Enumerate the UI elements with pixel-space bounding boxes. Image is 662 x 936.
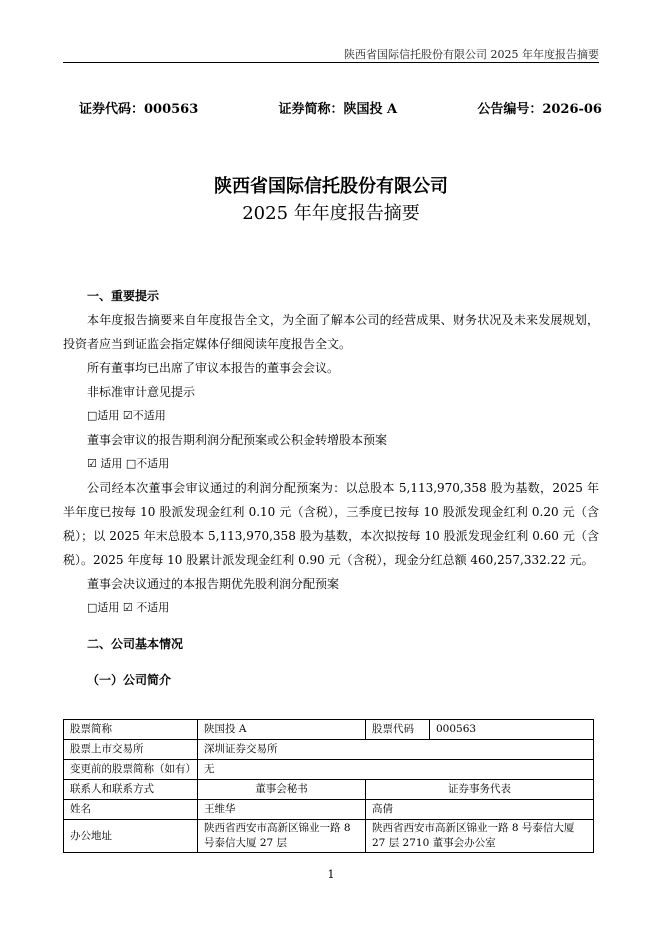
table-cell-label: 变更前的股票简称（如有） — [64, 760, 198, 780]
table-cell-value: 000563 — [430, 720, 594, 740]
table-header-representative: 证券事务代表 — [366, 780, 594, 800]
header-divider — [63, 62, 599, 63]
paragraph-audit-opinion-label: 非标准审计意见提示 — [87, 385, 196, 399]
announcement-number: 公告编号：2026-06 — [477, 102, 602, 117]
dividend-plan-checkbox: ☑ 适用 □不适用 — [87, 457, 170, 470]
section-heading-important: 一、重要提示 — [87, 289, 160, 303]
table-row — [64, 760, 594, 780]
announcement-meta — [79, 98, 602, 117]
paragraph-dividend-plan-label: 董事会审议的报告期利润分配预案或公积金转增股本预案 — [87, 433, 388, 447]
paragraph-directors-attendance: 所有董事均已出席了审议本报告的董事会会议。 — [87, 361, 340, 375]
table-cell-label: 办公地址 — [64, 820, 198, 853]
table-cell-label: 姓名 — [64, 800, 198, 820]
table-cell-value: 王维华 — [198, 800, 366, 820]
table-row — [64, 820, 594, 853]
stock-short-name: 证券简称：陕国投 A — [278, 102, 398, 117]
company-title: 陕西省国际信托股份有限公司 — [214, 176, 448, 197]
table-row — [64, 780, 594, 800]
preferred-dividend-checkbox: □适用 ☑ 不适用 — [87, 601, 170, 614]
table-cell-value: 深圳证券交易所 — [198, 740, 594, 760]
table-cell-label: 股票代码 — [366, 720, 430, 740]
table-cell-value: 陕西省西安市高新区锦业一路 8 号泰信大厦 27 层 2710 董事会办公室 — [366, 820, 594, 853]
table-cell-value: 陕国投 A — [198, 720, 366, 740]
company-profile-table — [63, 719, 594, 853]
page-number: 1 — [327, 868, 335, 881]
table-header-secretary: 董事会秘书 — [198, 780, 366, 800]
audit-opinion-checkbox: □适用 ☑不适用 — [87, 409, 166, 422]
running-header: 陕西省国际信托股份有限公司 2025 年年度报告摘要 — [344, 48, 599, 61]
paragraph-preferred-dividend-label: 董事会决议通过的本报告期优先股利润分配预案 — [87, 577, 340, 591]
table-cell-value: 无 — [198, 760, 594, 780]
stock-code: 证券代码：000563 — [79, 102, 199, 117]
table-cell-label: 股票上市交易所 — [64, 740, 198, 760]
report-body — [63, 284, 599, 692]
report-title: 2025 年年度报告摘要 — [242, 203, 420, 224]
table-cell-value: 陕西省西安市高新区锦业一路 8 号泰信大厦 27 层 — [198, 820, 366, 853]
table-row — [64, 720, 594, 740]
section-heading-basic-info: 二、公司基本情况 — [87, 637, 184, 651]
table-cell-label: 股票简称 — [64, 720, 198, 740]
table-cell-value: 高倩 — [366, 800, 594, 820]
subsection-heading-profile: （一）公司简介 — [87, 673, 172, 687]
paragraph-dividend-plan: 公司经本次董事会审议通过的利润分配预案为：以总股本 5,113,970,358 股为基数，2025 年半年度已按每 10 股派发现金红利 0.10 元（含税），三季度已按每 10 股派发现金红利 0.20 元（含税）；以 2025 年末总股本 5,113,970,358 股为基数，本次拟按每 10 股派发现金红利 0.60 元（含税）。2025 年度每 10 股累计派发现金红利 0.90 元（含税），现金分红总额 460,257,332.22 元。 — [63, 481, 599, 567]
table-row — [64, 740, 594, 760]
table-row — [64, 800, 594, 820]
table-cell-label: 联系人和联系方式 — [64, 780, 198, 800]
paragraph-summary-source: 本年度报告摘要来自年度报告全文，为全面了解本公司的经营成果、财务状况及未来发展规划，投资者应当到证监会指定媒体仔细阅读年度报告全文。 — [63, 313, 599, 351]
